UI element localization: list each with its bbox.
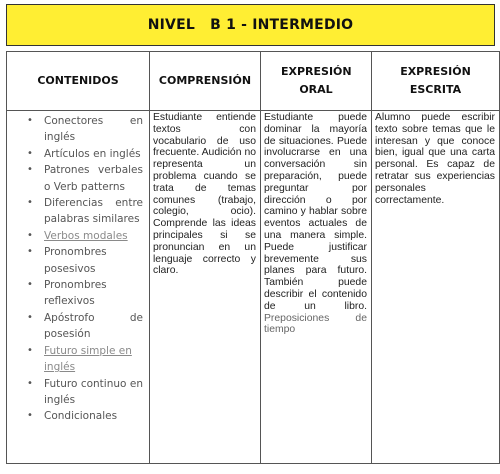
- header-expresion-escrita: [372, 52, 500, 111]
- level-banner: [6, 4, 495, 46]
- header-expresion-escrita-label: EXPRESIÓN ESCRITA: [400, 65, 471, 96]
- header-comprension: COMPRENSIÓN: [150, 52, 261, 111]
- list-item[interactable]: [7, 228, 143, 244]
- header-expresion-oral: [261, 52, 372, 111]
- header-contenidos: CONTENIDOS: [7, 52, 150, 111]
- list-item: [7, 244, 143, 277]
- list-item: [7, 195, 143, 228]
- list-item: [7, 408, 143, 424]
- topic-label: Diferencias entre palabras similares: [44, 197, 143, 226]
- expresion-oral-text: [261, 111, 371, 336]
- list-item: [7, 162, 143, 195]
- expresion-oral-body: Estudiante puede dominar la mayoría de situaciones. Puede involucrarse en una conversación sin preparación, puede preguntar por dirección o por camino y hablar sobre eventos actuales de una manera simple. Puede justificar brevemente sus planes para futuro. También puede describir el contenido de un libro.: [264, 112, 367, 312]
- content-row: [7, 111, 500, 464]
- topic-label: Futuro continuo en inglés: [44, 377, 143, 406]
- topic-label: Pronombres posesivos: [44, 246, 107, 275]
- topic-label: Condicionales: [44, 410, 118, 423]
- topic-label: Apóstrofo de posesión: [44, 311, 143, 341]
- expresion-escrita-text: Alumno puede escribir texto sobre temas que le interesan y que conoce bien, igual que una carta personal. Es capaz de retratar sus experiencias personales correctamente.: [375, 112, 495, 206]
- topic-label: Artículos en inglés: [44, 147, 141, 160]
- comprension-text: Estudiante entiende textos con vocabulario de uso frecuente. Audición no representa un problema cuando se trata de temas comunes (trabajo, colegio, ocio). Comprende las ideas principales si se pronuncian en un lenguaje correcto y claro.: [153, 112, 256, 277]
- expresion-escrita-cell: [372, 111, 500, 464]
- contenidos-list: [7, 111, 149, 425]
- list-item: [7, 310, 143, 343]
- topic-label: Patrones verbales o Verb patterns: [44, 164, 143, 193]
- topic-label: Conectores en inglés: [44, 115, 143, 144]
- header-row: [7, 52, 500, 111]
- list-item: [7, 376, 143, 409]
- page: [6, 4, 495, 464]
- list-item[interactable]: [7, 343, 143, 376]
- list-item: [7, 146, 143, 162]
- expresion-oral-extra: Preposiciones de tiempo: [264, 312, 367, 336]
- list-item: [7, 277, 143, 310]
- topic-link[interactable]: Futuro simple en inglés: [44, 344, 132, 374]
- topic-link[interactable]: Verbos modales: [44, 229, 128, 242]
- topic-label: Pronombres reflexivos: [44, 279, 107, 308]
- contenidos-cell: [7, 111, 150, 464]
- level-table: [6, 51, 500, 464]
- expresion-oral-cell: [261, 111, 372, 464]
- comprension-cell: [150, 111, 261, 464]
- list-item: [7, 113, 143, 146]
- header-expresion-oral-label: EXPRESIÓN ORAL: [281, 65, 352, 96]
- level-title: NIVEL B 1 - INTERMEDIO: [147, 17, 354, 33]
